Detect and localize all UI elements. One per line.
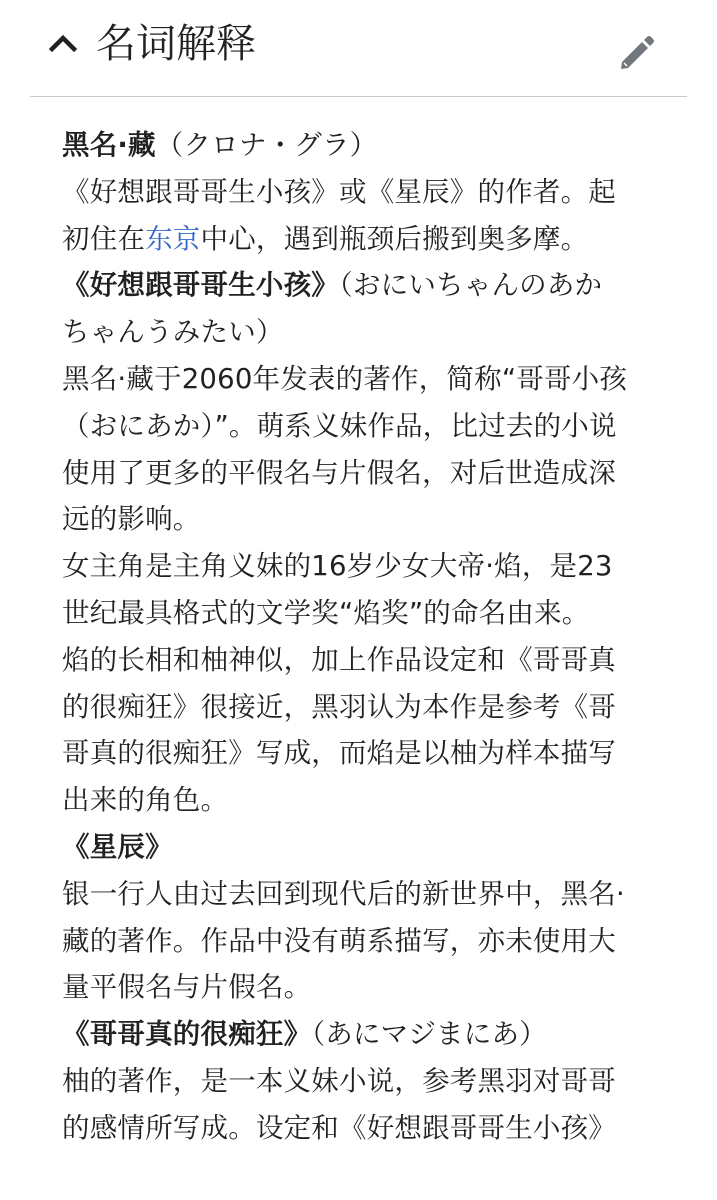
text-span: 藏的著作。作品中没有萌系描写，亦未使用大 [62, 924, 616, 957]
term-heading: 《星辰》 [62, 830, 173, 863]
text-line [62, 216, 682, 263]
text-span: 世纪最具格式的文学奖“焰奖”的命名由来。 [62, 596, 590, 629]
text-span: （クロナ・グラ） [155, 129, 378, 161]
text-line [62, 169, 682, 216]
text-line [62, 543, 682, 590]
text-line [62, 356, 682, 403]
text-span: 《好想跟哥哥生小孩》或《星辰》的作者。起 [62, 175, 616, 208]
term-heading: 黑名·藏 [62, 129, 156, 161]
text-line [62, 964, 682, 1011]
text-line [62, 309, 682, 356]
text-span: （おにあか）”。萌系义妹作品，比过去的小说 [62, 409, 617, 442]
text-line [62, 824, 682, 871]
text-line [62, 1058, 682, 1105]
pencil-icon[interactable] [612, 28, 660, 76]
term-heading: 《哥哥真的很痴狂》 [62, 1018, 312, 1051]
text-line [62, 1011, 682, 1058]
text-span: ちゃんうみたい） [62, 316, 284, 349]
chevron-up-icon[interactable] [46, 26, 80, 60]
section-header[interactable] [0, 0, 717, 98]
text-line [62, 637, 682, 684]
text-span: 的很痴狂》很接近，黑羽认为本作是参考《哥 [62, 690, 616, 723]
text-line [62, 918, 682, 965]
link-tokyo[interactable]: 东京 [145, 222, 201, 255]
section-divider [30, 96, 687, 97]
text-span: 使用了更多的平假名与片假名，对后世造成深 [62, 456, 616, 489]
text-line [62, 496, 682, 543]
text-span: 女主角是主角义妹的16岁少女大帝·焰，是23 [62, 550, 613, 583]
text-span: 焰的长相和柚神似，加上作品设定和《哥哥真 [62, 643, 616, 676]
text-span: 柚的著作，是一本义妹小说，参考黑羽对哥哥 [62, 1064, 616, 1097]
text-line [62, 1105, 682, 1152]
text-line [62, 122, 682, 169]
text-line [62, 403, 682, 450]
term-heading: 《好想跟哥哥生小孩》 [62, 269, 339, 302]
section-content [62, 122, 682, 1152]
text-line [62, 777, 682, 824]
text-span: （おにいちゃんのあか [339, 269, 603, 302]
text-span: （あにマジまにあ） [311, 1018, 547, 1051]
text-span: 银一行人由过去回到现代后的新世界中，黑名· [62, 877, 625, 910]
text-span: 初住在 [62, 222, 146, 255]
text-span: 中心，遇到瓶颈后搬到奥多摩。 [200, 222, 589, 255]
text-span: 出来的角色。 [62, 784, 229, 817]
text-line [62, 450, 682, 497]
text-span: 哥真的很痴狂》写成，而焰是以柚为样本描写 [62, 737, 616, 770]
text-line [62, 262, 682, 309]
section-title: 名词解释 [96, 21, 256, 67]
text-span: 的感情所写成。设定和《好想跟哥哥生小孩》 [62, 1111, 616, 1144]
text-line [62, 730, 682, 777]
text-span: 黑名·藏于2060年发表的著作，简称“哥哥小孩 [62, 362, 628, 395]
text-span: 远的影响。 [62, 503, 201, 536]
text-line [62, 871, 682, 918]
text-span: 量平假名与片假名。 [62, 971, 312, 1004]
text-line [62, 590, 682, 637]
text-line [62, 684, 682, 731]
